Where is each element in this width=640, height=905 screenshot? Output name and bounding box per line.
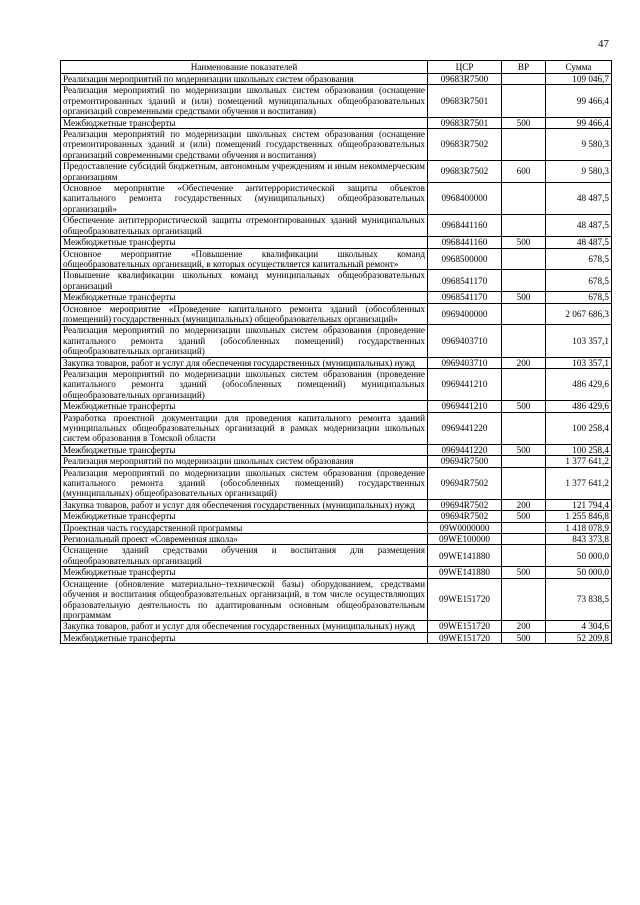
table-row [61, 248, 612, 270]
row-name-cell: Проектная часть государственной программы [61, 522, 428, 533]
row-name-cell: Межбюджетные трансферты [61, 292, 428, 303]
row-name-cell: Межбюджетные трансферты [61, 444, 428, 455]
table-row [61, 444, 612, 455]
row-sum-cell: 121 794,4 [546, 499, 612, 510]
table-row [61, 401, 612, 412]
table-row [61, 511, 612, 522]
row-sum-cell: 50 000,0 [546, 545, 612, 567]
row-vr-cell: 500 [502, 444, 546, 455]
row-csr-cell: 0969403710 [428, 325, 502, 357]
row-csr-cell: 09WE100000 [428, 534, 502, 545]
table-row [61, 183, 612, 215]
table-row [61, 303, 612, 325]
row-vr-cell [502, 270, 546, 292]
row-name-cell: Реализация мероприятий по модернизации школьных систем образования (оснащение отремонтированных зданий и (или) помещений муниципальных общеобразовательных организаций современными средствами обучения и воспитания) [61, 85, 428, 117]
row-sum-cell: 1 377 641,2 [546, 456, 612, 467]
row-sum-cell: 100 258,4 [546, 444, 612, 455]
row-csr-cell: 0968400000 [428, 183, 502, 215]
row-vr-cell: 500 [502, 567, 546, 578]
budget-table [60, 60, 612, 644]
row-csr-cell: 0969441210 [428, 401, 502, 412]
table-row [61, 499, 612, 510]
row-sum-cell: 9 580,3 [546, 129, 612, 161]
row-csr-cell: 0969400000 [428, 303, 502, 325]
row-csr-cell: 09WE151720 [428, 578, 502, 621]
table-row [61, 632, 612, 643]
row-sum-cell: 48 487,5 [546, 215, 612, 237]
row-vr-cell [502, 74, 546, 85]
row-csr-cell: 0968541170 [428, 292, 502, 303]
table-row [61, 270, 612, 292]
row-sum-cell: 678,5 [546, 292, 612, 303]
row-vr-cell: 500 [502, 401, 546, 412]
row-name-cell: Реализация мероприятий по модернизации школьных систем образования (проведение капитального ремонта зданий (обособленных помещений) государственных общеобразовательных организаций) [61, 325, 428, 357]
table-row [61, 357, 612, 368]
row-csr-cell: 0969441220 [428, 444, 502, 455]
row-vr-cell: 200 [502, 357, 546, 368]
row-vr-cell [502, 368, 546, 400]
page-number: 47 [598, 38, 609, 50]
row-sum-cell: 99 466,4 [546, 85, 612, 117]
table-row [61, 129, 612, 161]
row-vr-cell [502, 183, 546, 215]
row-csr-cell: 0968441160 [428, 215, 502, 237]
table-row [61, 578, 612, 621]
row-sum-cell: 1 377 641,2 [546, 467, 612, 499]
row-sum-cell: 50 000,0 [546, 567, 612, 578]
row-name-cell: Реализация мероприятий по модернизации школьных систем образования (оснащение отремонтированных зданий и (или) помещений государственных общеобразовательных организаций современными средствами обучения и воспитания) [61, 129, 428, 161]
row-vr-cell: 500 [502, 511, 546, 522]
header-sum: Сумма [546, 61, 612, 74]
row-csr-cell: 09694R7500 [428, 456, 502, 467]
row-csr-cell: 09694R7502 [428, 499, 502, 510]
row-name-cell: Основное мероприятие «Повышение квалификации школьных команд общеобразовательных организаций, в которых осуществляется капитальный ремонт» [61, 248, 428, 270]
table-row [61, 456, 612, 467]
row-csr-cell: 0969403710 [428, 357, 502, 368]
row-vr-cell: 200 [502, 499, 546, 510]
row-name-cell: Разработка проектной документации для проведения капитального ремонта зданий муниципальных общеобразовательных организаций в рамках модернизации школьных систем образования в Томской области [61, 412, 428, 444]
row-sum-cell: 678,5 [546, 270, 612, 292]
row-name-cell: Реализация мероприятий по модернизации школьных систем образования [61, 74, 428, 85]
row-vr-cell [502, 129, 546, 161]
row-vr-cell [502, 578, 546, 621]
row-sum-cell: 678,5 [546, 248, 612, 270]
row-csr-cell: 09WE141880 [428, 567, 502, 578]
row-sum-cell: 103 357,1 [546, 325, 612, 357]
table-row [61, 467, 612, 499]
table-row [61, 325, 612, 357]
row-name-cell: Основное мероприятие «Проведение капитального ремонта зданий (обособленных помещений) государственных (муниципальных) общеобразовательных организаций» [61, 303, 428, 325]
row-vr-cell: 500 [502, 292, 546, 303]
row-name-cell: Межбюджетные трансферты [61, 632, 428, 643]
row-csr-cell: 0968441160 [428, 237, 502, 248]
row-name-cell: Реализация мероприятий по модернизации школьных систем образования (проведение капитального ремонта зданий (обособленных помещений) муниципальных общеобразовательных организаций) [61, 368, 428, 400]
table-row [61, 368, 612, 400]
header-csr: ЦСР [428, 61, 502, 74]
row-name-cell: Межбюджетные трансферты [61, 237, 428, 248]
row-vr-cell: 500 [502, 117, 546, 128]
row-name-cell: Оснащение (обновление материально–технической базы) оборудованием, средствами обучения и воспитания общеобразовательных организаций, в том числе осуществляющих образовательную деятельность по адаптированным основным общеобразовательным программам [61, 578, 428, 621]
row-name-cell: Повышение квалификации школьных команд муниципальных общеобразовательных организаций [61, 270, 428, 292]
row-vr-cell [502, 303, 546, 325]
row-csr-cell: 09683R7502 [428, 129, 502, 161]
row-sum-cell: 486 429,6 [546, 368, 612, 400]
row-csr-cell: 09694R7502 [428, 511, 502, 522]
header-name: Наименование показателей [61, 61, 428, 74]
row-name-cell: Закупка товаров, работ и услуг для обеспечения государственных (муниципальных) нужд [61, 357, 428, 368]
row-name-cell: Предоставление субсидий бюджетным, автономным учреждениям и иным некоммерческим организациям [61, 161, 428, 183]
row-sum-cell: 1 255 846,8 [546, 511, 612, 522]
row-name-cell: Оснащение зданий средствами обучения и воспитания для размещения общеобразовательных организаций [61, 545, 428, 567]
row-vr-cell: 500 [502, 632, 546, 643]
table-row [61, 412, 612, 444]
row-name-cell: Межбюджетные трансферты [61, 401, 428, 412]
table-row [61, 85, 612, 117]
row-csr-cell: 0968500000 [428, 248, 502, 270]
row-vr-cell [502, 248, 546, 270]
row-sum-cell: 843 373,8 [546, 534, 612, 545]
row-vr-cell [502, 215, 546, 237]
row-csr-cell: 09W0000000 [428, 522, 502, 533]
table-row [61, 215, 612, 237]
row-sum-cell: 4 304,6 [546, 621, 612, 632]
header-vr: ВР [502, 61, 546, 74]
row-vr-cell [502, 456, 546, 467]
table-header-row [61, 61, 612, 74]
row-name-cell: Основное мероприятие «Обеспечение антитеррористической защиты объектов капитального ремонта государственных (муниципальных) общеобразовательных организаций» [61, 183, 428, 215]
row-vr-cell: 200 [502, 621, 546, 632]
row-csr-cell: 0969441210 [428, 368, 502, 400]
table-row [61, 567, 612, 578]
row-sum-cell: 9 580,3 [546, 161, 612, 183]
row-sum-cell: 2 067 686,3 [546, 303, 612, 325]
row-csr-cell: 09683R7501 [428, 85, 502, 117]
table-row [61, 522, 612, 533]
row-csr-cell: 09WE141880 [428, 545, 502, 567]
table-row [61, 534, 612, 545]
row-sum-cell: 48 487,5 [546, 237, 612, 248]
row-sum-cell: 486 429,6 [546, 401, 612, 412]
table-row [61, 161, 612, 183]
row-csr-cell: 09683R7502 [428, 161, 502, 183]
row-sum-cell: 100 258,4 [546, 412, 612, 444]
table-row [61, 117, 612, 128]
row-name-cell: Закупка товаров, работ и услуг для обеспечения государственных (муниципальных) нужд [61, 621, 428, 632]
row-vr-cell [502, 412, 546, 444]
row-csr-cell: 0969441220 [428, 412, 502, 444]
row-vr-cell: 500 [502, 237, 546, 248]
row-sum-cell: 109 046,7 [546, 74, 612, 85]
table-row [61, 292, 612, 303]
row-csr-cell: 09694R7502 [428, 467, 502, 499]
row-sum-cell: 73 838,5 [546, 578, 612, 621]
row-name-cell: Региональный проект «Современная школа» [61, 534, 428, 545]
row-vr-cell [502, 467, 546, 499]
row-name-cell: Обеспечение антитеррористической защиты отремонтированных зданий муниципальных общеобразовательных организаций [61, 215, 428, 237]
row-sum-cell: 52 209,8 [546, 632, 612, 643]
row-vr-cell: 600 [502, 161, 546, 183]
row-vr-cell [502, 545, 546, 567]
row-name-cell: Реализация мероприятий по модернизации школьных систем образования (проведение капитального ремонта зданий (обособленных помещений) государственных (муниципальных) общеобразовательных организаций) [61, 467, 428, 499]
table-row [61, 621, 612, 632]
row-name-cell: Межбюджетные трансферты [61, 511, 428, 522]
row-csr-cell: 0968541170 [428, 270, 502, 292]
row-sum-cell: 48 487,5 [546, 183, 612, 215]
row-sum-cell: 103 357,1 [546, 357, 612, 368]
row-vr-cell [502, 522, 546, 533]
row-csr-cell: 09WE151720 [428, 632, 502, 643]
row-csr-cell: 09683R7500 [428, 74, 502, 85]
row-vr-cell [502, 534, 546, 545]
table-body [61, 74, 612, 644]
row-vr-cell [502, 85, 546, 117]
row-name-cell: Межбюджетные трансферты [61, 117, 428, 128]
row-sum-cell: 1 418 078,9 [546, 522, 612, 533]
table-row [61, 74, 612, 85]
table-row [61, 545, 612, 567]
row-csr-cell: 09WE151720 [428, 621, 502, 632]
row-vr-cell [502, 325, 546, 357]
row-name-cell: Межбюджетные трансферты [61, 567, 428, 578]
row-name-cell: Закупка товаров, работ и услуг для обеспечения государственных (муниципальных) нужд [61, 499, 428, 510]
row-csr-cell: 09683R7501 [428, 117, 502, 128]
table-row [61, 237, 612, 248]
row-name-cell: Реализация мероприятий по модернизации школьных систем образования [61, 456, 428, 467]
row-sum-cell: 99 466,4 [546, 117, 612, 128]
